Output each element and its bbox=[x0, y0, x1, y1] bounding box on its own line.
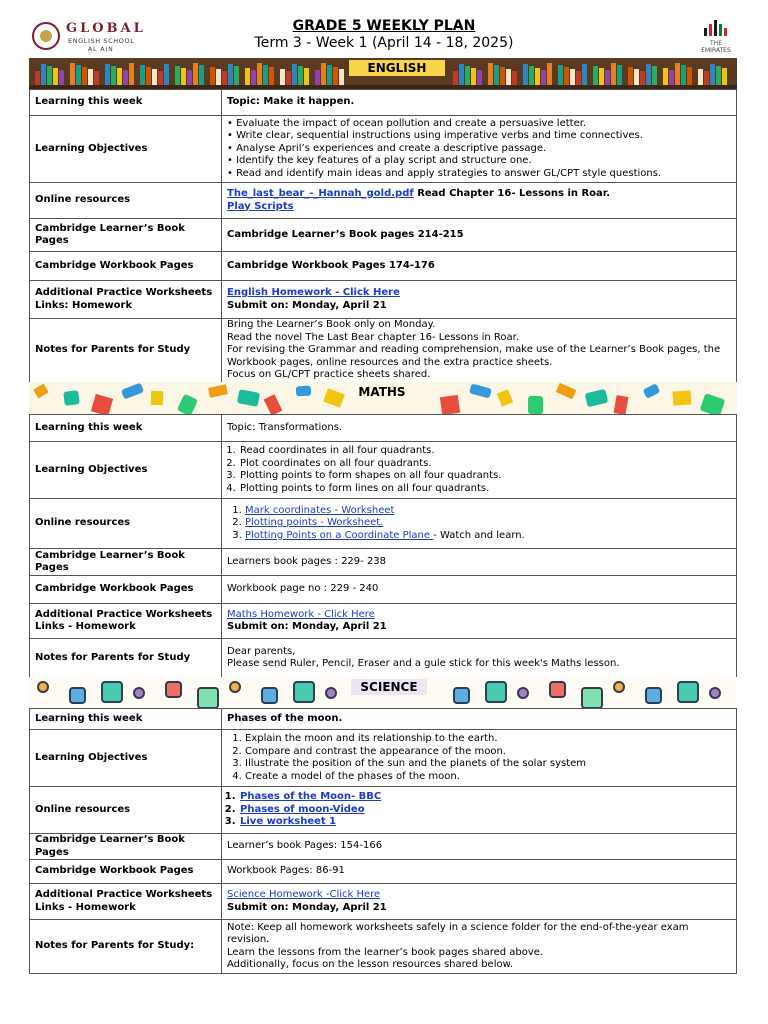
table-row bbox=[30, 281, 737, 319]
maths-notes-label: Notes for Parents for Study bbox=[30, 639, 222, 678]
maths-homework-link[interactable]: Maths Homework - Click Here bbox=[227, 608, 375, 620]
table-row bbox=[30, 442, 737, 499]
maths-lb-value: Learners book pages : 229- 238 bbox=[222, 549, 737, 576]
live-worksheet-link[interactable]: Live worksheet 1 bbox=[240, 816, 337, 828]
science-wb-label: Cambridge Workbook Pages bbox=[30, 860, 222, 884]
maths-practice bbox=[222, 604, 737, 639]
list-item: 2. Compare and contrast the appearance of the moon. bbox=[245, 746, 731, 759]
maths-objectives-label: Learning Objectives bbox=[30, 442, 222, 499]
english-lb-value: Cambridge Learner’s Book pages 214-215 bbox=[222, 219, 737, 252]
english-lb-label: Cambridge Learner’s Book Pages bbox=[30, 219, 222, 252]
maths-wb-label: Cambridge Workbook Pages bbox=[30, 576, 222, 604]
maths-table bbox=[29, 414, 737, 678]
science-practice bbox=[222, 884, 737, 920]
english-resources bbox=[222, 183, 737, 219]
table-row bbox=[30, 730, 737, 787]
list-item: • Write clear, sequential instructions using imperative verbs and time connectives. bbox=[227, 130, 643, 142]
table-row bbox=[30, 884, 737, 920]
list-item: 3. Plotting points to form shapes on all four quadrants. bbox=[239, 470, 731, 483]
table-row bbox=[30, 639, 737, 678]
moon-phases-video-link[interactable]: Phases of moon-Video bbox=[240, 803, 365, 815]
science-wb-value: Workbook Pages: 86-91 bbox=[222, 860, 737, 884]
list-item: 1. Explain the moon and its relationship to the earth. bbox=[245, 733, 731, 746]
table-row bbox=[30, 604, 737, 639]
list-item: • Evaluate the impact of ocean pollution and create a persuasive letter. bbox=[227, 117, 587, 129]
table-row bbox=[30, 252, 737, 281]
maths-learning-value: Topic: Transformations. bbox=[222, 415, 737, 442]
coordinate-plane-video-link[interactable]: Plotting Points on a Coordinate Plane bbox=[245, 529, 434, 541]
maths-resources-label: Online resources bbox=[30, 499, 222, 549]
mark-coordinates-link[interactable]: Mark coordinates - Worksheet bbox=[245, 504, 395, 516]
science-homework-link[interactable]: Science Homework -Click Here bbox=[227, 889, 381, 900]
maths-section-title: MATHS bbox=[349, 384, 415, 400]
resource-note: Read Chapter 16- Lessons in Roar. bbox=[413, 188, 611, 199]
science-notes-label: Notes for Parents for Study: bbox=[30, 920, 222, 974]
english-objectives bbox=[222, 116, 737, 183]
english-banner bbox=[29, 58, 737, 90]
bbc-moon-phases-link[interactable]: Phases of the Moon- BBC bbox=[240, 791, 382, 803]
last-bear-pdf-link[interactable]: The_last_bear_-_Hannah_gold.pdf bbox=[227, 188, 414, 199]
table-row bbox=[30, 860, 737, 884]
english-practice bbox=[222, 281, 737, 319]
page-title: GRADE 5 WEEKLY PLAN bbox=[292, 18, 476, 34]
science-objectives-label: Learning Objectives bbox=[30, 730, 222, 787]
list-item: 4. Create a model of the phases of the moon. bbox=[245, 771, 731, 784]
maths-wb-value: Workbook page no : 229 - 240 bbox=[222, 576, 737, 604]
english-notes-label: Notes for Parents for Study bbox=[30, 319, 222, 383]
science-section-title: SCIENCE bbox=[351, 679, 427, 695]
table-row bbox=[30, 415, 737, 442]
english-wb-value: Cambridge Workbook Pages 174-176 bbox=[222, 252, 737, 281]
maths-notes: Dear parents, Please send Ruler, Pencil, Eraser and a gule stick for this week's Maths lesson. bbox=[222, 639, 737, 678]
maths-practice-label: Additional Practice Worksheets Links - Homework bbox=[30, 604, 222, 639]
science-learning-value: Phases of the moon. bbox=[222, 709, 737, 730]
table-row bbox=[30, 576, 737, 604]
english-section-title: ENGLISH bbox=[349, 60, 445, 76]
english-objectives-label: Learning Objectives bbox=[30, 116, 222, 183]
page-subtitle: Term 3 - Week 1 (April 14 - 18, 2025) bbox=[254, 35, 514, 51]
table-row bbox=[30, 183, 737, 219]
table-row bbox=[30, 499, 737, 549]
english-table bbox=[29, 89, 737, 383]
table-row bbox=[30, 787, 737, 834]
english-submit-date: Submit on: Monday, April 21 bbox=[227, 299, 387, 311]
english-notes: Bring the Learner’s Book only on Monday. Read the novel The Last Bear chapter 16- Lessons in Roar. For revising the Grammar and reading comprehension, make use of the Learner’s Book pages, the Workbook pages, online resources and the extra practice sheets. Focus on GL/CPT practice sheets shared. bbox=[222, 319, 737, 383]
table-row bbox=[30, 90, 737, 116]
table-row bbox=[30, 709, 737, 730]
table-row bbox=[30, 834, 737, 860]
science-practice-label: Additional Practice Worksheets Links - Homework bbox=[30, 884, 222, 920]
science-submit-date: Submit on: Monday, April 21 bbox=[227, 901, 387, 913]
english-learning-value: Topic: Make it happen. bbox=[222, 90, 737, 116]
science-resources-label: Online resources bbox=[30, 787, 222, 834]
maths-lb-label: Cambridge Learner’s Book Pages bbox=[30, 549, 222, 576]
english-wb-label: Cambridge Workbook Pages bbox=[30, 252, 222, 281]
logo-city: AL AIN bbox=[88, 46, 114, 53]
logo-name: GLOBAL bbox=[66, 21, 146, 36]
list-item: • Analyse April’s experiences and create a descriptive passage. bbox=[227, 142, 547, 154]
table-row bbox=[30, 219, 737, 252]
table-row bbox=[30, 116, 737, 183]
science-notes: Note: Keep all homework worksheets safely in a science folder for the end-of-the-year exam revision. Learn the lessons from the learner’s book pages shared above. Additionally, focus on the lesson resources shared below. bbox=[222, 920, 737, 974]
english-homework-link[interactable]: English Homework - Click Here bbox=[227, 287, 400, 298]
science-banner bbox=[29, 677, 737, 709]
table-row bbox=[30, 920, 737, 974]
science-table bbox=[29, 708, 737, 974]
science-resources bbox=[222, 787, 737, 834]
play-scripts-link[interactable]: Play Scripts bbox=[227, 200, 294, 212]
plotting-points-link[interactable]: Plotting points - Worksheet. bbox=[245, 517, 384, 529]
logo-school: ENGLISH SCHOOL bbox=[68, 37, 135, 45]
table-row bbox=[30, 319, 737, 383]
table-row bbox=[30, 549, 737, 576]
maths-submit-date: Submit on: Monday, April 21 bbox=[227, 621, 387, 632]
science-lb-label: Cambridge Learner’s Book Pages bbox=[30, 834, 222, 860]
emirates-emblem-icon bbox=[696, 18, 736, 54]
list-item: 2. Plot coordinates on all four quadrants. bbox=[239, 458, 731, 471]
science-learning-label: Learning this week bbox=[30, 709, 222, 730]
maths-objectives bbox=[222, 442, 737, 499]
science-lb-value: Learner’s book Pages: 154-166 bbox=[222, 834, 737, 860]
maths-learning-label: Learning this week bbox=[30, 415, 222, 442]
list-item: • Read and identify main ideas and apply strategies to answer GL/CPT style questions. bbox=[227, 167, 662, 179]
english-learning-label: Learning this week bbox=[30, 90, 222, 116]
maths-banner bbox=[29, 382, 737, 414]
maths-resources bbox=[222, 499, 737, 549]
english-practice-label: Additional Practice Worksheets Links: Homework bbox=[30, 281, 222, 319]
science-objectives bbox=[222, 730, 737, 787]
list-item: 1. Read coordinates in all four quadrants. bbox=[239, 445, 731, 458]
english-resources-label: Online resources bbox=[30, 183, 222, 219]
emblem-label: THE EMIRATES bbox=[701, 40, 731, 54]
list-item: 3. Illustrate the position of the sun and the planets of the solar system bbox=[245, 758, 731, 771]
resource-note: - Watch and learn. bbox=[433, 529, 525, 541]
list-item: • Identify the key features of a play script and structure one. bbox=[227, 155, 532, 167]
list-item: 4. Plotting points to form lines on all four quadrants. bbox=[239, 483, 731, 496]
